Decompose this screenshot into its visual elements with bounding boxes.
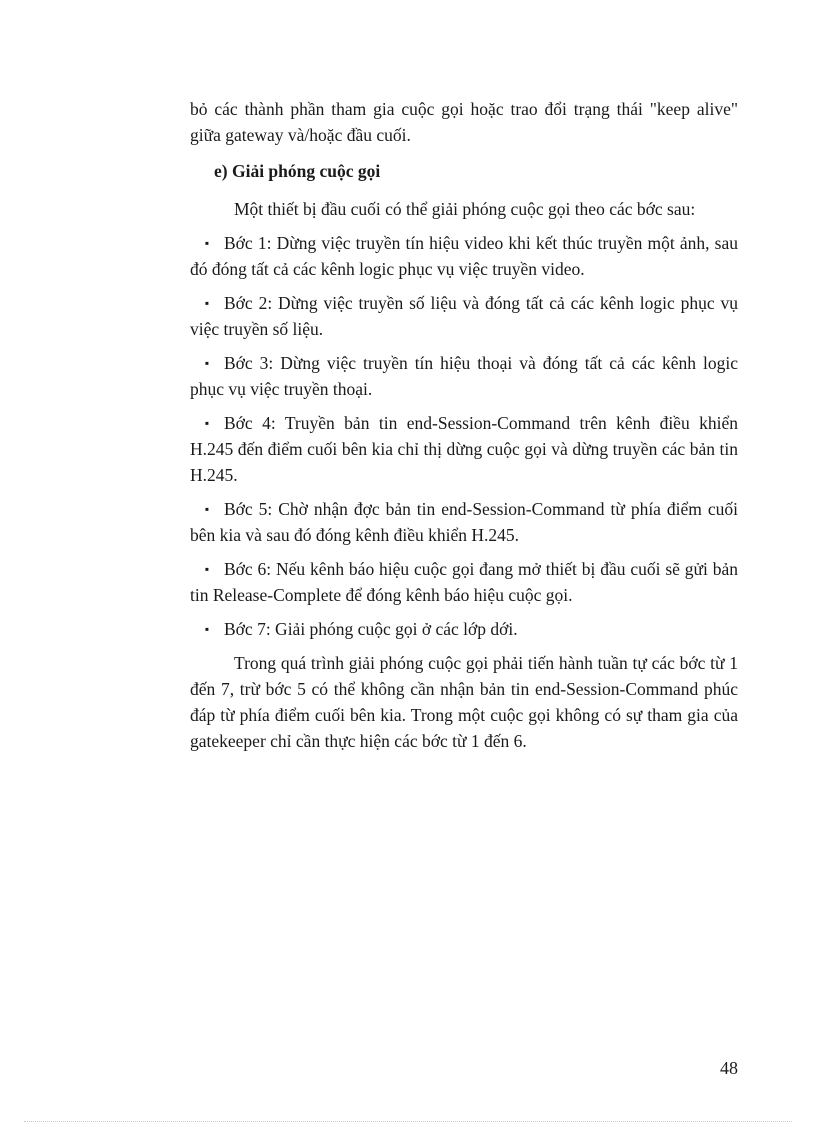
step-text: Bớc 2: Dừng việc truyền số liệu và đóng tất cả các kênh logic phục vụ việc truyền số liệu. xyxy=(190,293,738,339)
list-item xyxy=(190,230,738,282)
bullet-icon: ▪ xyxy=(204,236,210,250)
page-number: 48 xyxy=(720,1058,738,1078)
footer-divider xyxy=(24,1121,792,1122)
bullet-icon: ▪ xyxy=(204,356,210,370)
intro-paragraph: Một thiết bị đầu cuối có thể giải phóng cuộc gọi theo các bớc sau: xyxy=(234,199,696,219)
step-text: Bớc 6: Nếu kênh báo hiệu cuộc gọi đang mở thiết bị đầu cuối sẽ gửi bản tin Release-Complete để đóng kênh báo hiệu cuộc gọi. xyxy=(190,559,738,605)
step-text: Bớc 4: Truyền bản tin end-Session-Command trên kênh điều khiển H.245 đến điểm cuối bên kia chỉ thị dừng cuộc gọi và dừng truyền các bản tin H.245. xyxy=(190,413,738,485)
step-text: Bớc 1: Dừng việc truyền tín hiệu video khi kết thúc truyền một ảnh, sau đó đóng tất cả các kênh logic phục vụ việc truyền video. xyxy=(190,233,738,279)
section-heading: e) Giải phóng cuộc gọi xyxy=(214,161,381,181)
list-item xyxy=(190,350,738,402)
closing-paragraph: Trong quá trình giải phóng cuộc gọi phải tiến hành tuần tự các bớc từ 1 đến 7, trừ bớc 5 có thể không cần nhận bản tin end-Session-Command phúc đáp từ phía điểm cuối bên kia. Trong một cuộc gọi không có sự tham gia của gatekeeper chỉ cần thực hiện các bớc từ 1 đến 6. xyxy=(190,653,738,751)
step-text: Bớc 5: Chờ nhận đợc bản tin end-Session-Command từ phía điểm cuối bên kia và sau đó đóng kênh điều khiển H.245. xyxy=(190,499,738,545)
bullet-icon: ▪ xyxy=(204,296,210,310)
list-item xyxy=(190,290,738,342)
bullet-icon: ▪ xyxy=(204,562,210,576)
bullet-icon: ▪ xyxy=(204,622,210,636)
list-item xyxy=(190,616,738,642)
list-item xyxy=(190,556,738,608)
list-item xyxy=(190,410,738,488)
continuation-paragraph: bỏ các thành phần tham gia cuộc gọi hoặc trao đổi trạng thái "keep alive" giữa gateway và/hoặc đầu cuối. xyxy=(190,99,738,145)
step-text: Bớc 7: Giải phóng cuộc gọi ở các lớp dới. xyxy=(224,619,518,639)
list-item xyxy=(190,496,738,548)
step-text: Bớc 3: Dừng việc truyền tín hiệu thoại và đóng tất cả các kênh logic phục vụ việc truyền thoại. xyxy=(190,353,738,399)
bullet-icon: ▪ xyxy=(204,502,210,516)
bullet-icon: ▪ xyxy=(204,416,210,430)
text-column xyxy=(190,96,738,754)
